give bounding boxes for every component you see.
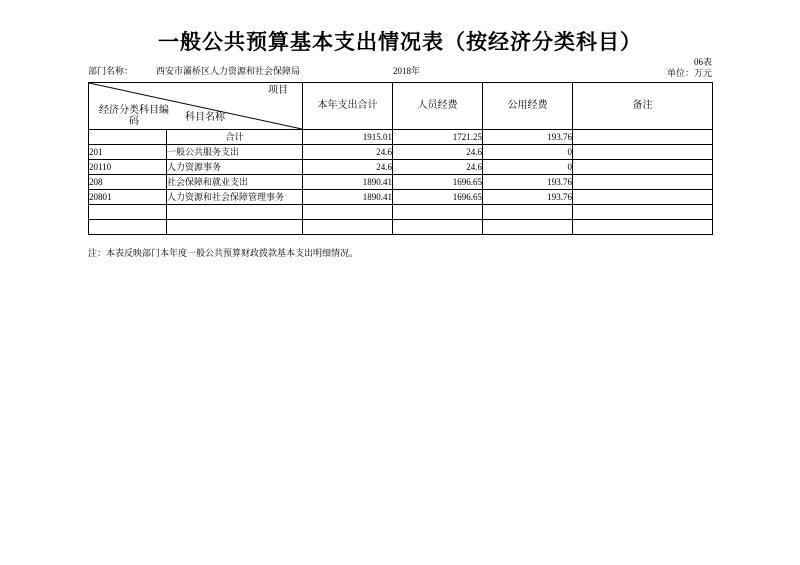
table-header-row	[89, 83, 713, 130]
cell-remark	[573, 190, 713, 205]
header-project-label: 项目	[268, 85, 288, 96]
cell-public	[483, 205, 573, 220]
cell-total	[303, 220, 393, 235]
cell-remark	[573, 220, 713, 235]
cell-remark	[573, 130, 713, 145]
cell-remark	[573, 175, 713, 190]
header-public: 公用经费	[483, 83, 573, 130]
cell-total: 24.6	[303, 145, 393, 160]
table-row	[89, 160, 713, 175]
cell-code: 20801	[89, 190, 167, 205]
header-code-label: 经济分类科目编码	[99, 105, 169, 127]
cell-remark	[573, 145, 713, 160]
cell-personnel: 1696.65	[393, 175, 483, 190]
cell-remark	[573, 160, 713, 175]
cell-personnel: 24.6	[393, 160, 483, 175]
cell-personnel: 1696.65	[393, 190, 483, 205]
cell-code: 201	[89, 145, 167, 160]
header-remark: 备注	[573, 83, 713, 130]
header-corner-cell	[89, 83, 303, 130]
header-subject-name-label: 科目名称	[185, 111, 225, 123]
cell-personnel: 24.6	[393, 145, 483, 160]
department-label: 部门名称：	[88, 66, 134, 76]
cell-public: 0	[483, 145, 573, 160]
cell-name: 人力资源和社会保障管理事务	[167, 190, 303, 205]
cell-public: 0	[483, 160, 573, 175]
cell-code: 20110	[89, 160, 167, 175]
cell-total: 1890.41	[303, 175, 393, 190]
cell-name: 一般公共服务支出	[167, 145, 303, 160]
page-title: 一般公共预算基本支出情况表（按经济分类科目）	[158, 30, 642, 54]
cell-remark	[573, 205, 713, 220]
footnote: 注：本表反映部门本年度一般公共预算财政拨款基本支出明细情况。	[88, 248, 359, 258]
cell-code	[89, 130, 167, 145]
cell-public: 193.76	[483, 130, 573, 145]
table-row	[89, 130, 713, 145]
cell-code	[89, 220, 167, 235]
cell-personnel: 1721.25	[393, 130, 483, 145]
cell-name	[167, 220, 303, 235]
header-personnel: 人员经费	[393, 83, 483, 130]
document-meta	[88, 57, 712, 78]
form-number: 06表	[693, 57, 712, 67]
cell-code	[89, 205, 167, 220]
cell-public	[483, 220, 573, 235]
cell-public: 193.76	[483, 190, 573, 205]
cell-personnel	[393, 220, 483, 235]
cell-name: 合计	[167, 130, 303, 145]
department-name: 西安市灞桥区人力资源和社会保障局	[156, 66, 301, 76]
cell-personnel	[393, 205, 483, 220]
cell-name: 社会保障和就业支出	[167, 175, 303, 190]
unit-note: 单位：万元	[666, 68, 712, 78]
table-row	[89, 220, 713, 235]
cell-total: 24.6	[303, 160, 393, 175]
table-row	[89, 190, 713, 205]
table-row	[89, 175, 713, 190]
header-total: 本年支出合计	[303, 83, 393, 130]
fiscal-year: 2018年	[393, 66, 421, 76]
cell-name	[167, 205, 303, 220]
budget-table	[88, 82, 713, 235]
cell-name: 人力资源事务	[167, 160, 303, 175]
table-row	[89, 145, 713, 160]
cell-total: 1915.01	[303, 130, 393, 145]
cell-total: 1890.41	[303, 190, 393, 205]
cell-code: 208	[89, 175, 167, 190]
cell-total	[303, 205, 393, 220]
table-row	[89, 205, 713, 220]
cell-public: 193.76	[483, 175, 573, 190]
